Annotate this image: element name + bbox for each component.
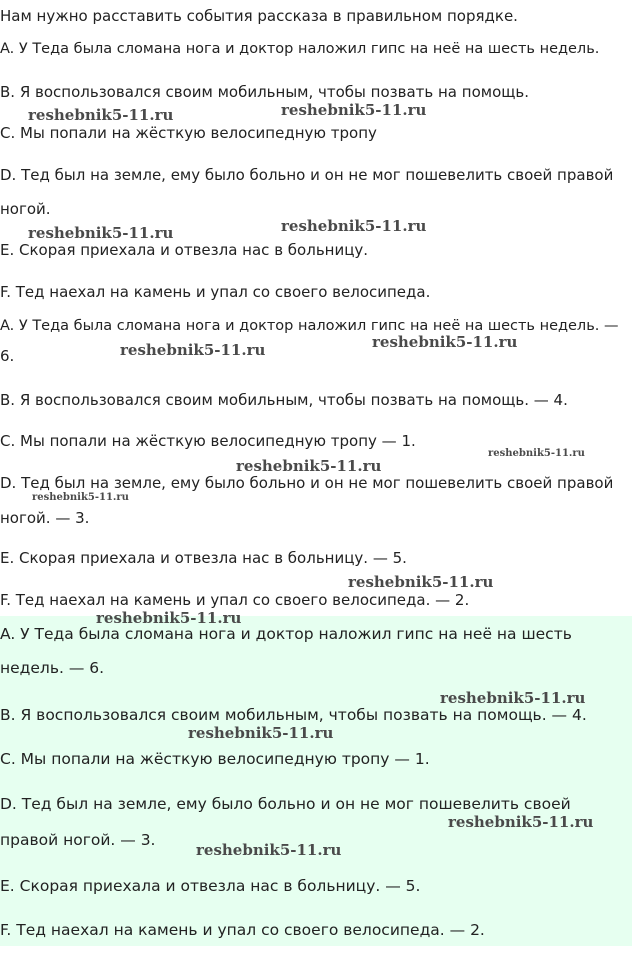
event-d-line-2: ногой.	[0, 200, 51, 218]
watermark: reshebnik5-11.ru	[372, 333, 518, 351]
answer-d-line-1: D. Тед был на земле, ему было больно и он не мог пошевелить своей правой	[0, 474, 614, 492]
event-e: E. Скорая приехала и отвезла нас в больницу.	[0, 241, 369, 259]
answer-c: C. Мы попали на жёсткую велосипедную тропу — 1.	[0, 432, 416, 450]
highlighted-answer-a-line-1: A. У Теда была сломана нога и доктор наложил гипс на неё на шесть	[0, 625, 572, 643]
event-c: C. Мы попали на жёсткую велосипедную тропу	[0, 124, 377, 142]
watermark: reshebnik5-11.ru	[236, 457, 382, 475]
event-b: B. Я воспользовался своим мобильным, чтобы позвать на помощь.	[0, 83, 529, 101]
highlighted-answer-f: F. Тед наехал на камень и упал со своего велосипеда. — 2.	[0, 921, 485, 939]
event-a: A. У Теда была сломана нога и доктор наложил гипс на неё на шесть недель.	[0, 41, 600, 57]
answer-b: B. Я воспользовался своим мобильным, чтобы позвать на помощь. — 4.	[0, 391, 568, 409]
answer-a-line-1: A. У Теда была сломана нога и доктор наложил гипс на неё на шесть недель. —	[0, 318, 619, 334]
highlighted-answer-e: E. Скорая приехала и отвезла нас в больницу. — 5.	[0, 877, 421, 895]
highlighted-answer-d-line-2: правой ногой. — 3.	[0, 831, 156, 849]
highlighted-answer-b: B. Я воспользовался своим мобильным, чтобы позвать на помощь. — 4.	[0, 706, 587, 724]
watermark: reshebnik5-11.ru	[120, 341, 266, 359]
watermark: reshebnik5-11.ru	[28, 224, 174, 242]
watermark: reshebnik5-11.ru	[281, 101, 427, 119]
watermark: reshebnik5-11.ru	[348, 573, 494, 591]
highlighted-answer-c: C. Мы попали на жёсткую велосипедную тропу — 1.	[0, 750, 430, 768]
event-f: F. Тед наехал на камень и упал со своего велосипеда.	[0, 283, 431, 301]
highlighted-answer-box	[0, 616, 632, 946]
watermark: reshebnik5-11.ru	[196, 841, 342, 859]
answer-d-line-2: ногой. — 3.	[0, 509, 90, 527]
watermark: reshebnik5-11.ru	[188, 724, 334, 742]
watermark: reshebnik5-11.ru	[448, 813, 594, 831]
answer-e: E. Скорая приехала и отвезла нас в больницу. — 5.	[0, 549, 407, 567]
watermark: reshebnik5-11.ru	[440, 689, 586, 707]
watermark: reshebnik5-11.ru	[32, 492, 129, 503]
watermark: reshebnik5-11.ru	[281, 217, 427, 235]
highlighted-answer-d-line-1: D. Тед был на земле, ему было больно и он не мог пошевелить своей	[0, 795, 571, 813]
event-d-line-1: D. Тед был на земле, ему было больно и он не мог пошевелить своей правой	[0, 166, 614, 184]
watermark: reshebnik5-11.ru	[96, 609, 242, 627]
answer-a-line-2: 6.	[0, 347, 15, 365]
answer-f: F. Тед наехал на камень и упал со своего велосипеда. — 2.	[0, 591, 470, 609]
task-heading: Нам нужно расставить события рассказа в правильном порядке.	[0, 7, 518, 25]
watermark: reshebnik5-11.ru	[488, 448, 585, 459]
highlighted-answer-a-line-2: недель. — 6.	[0, 659, 105, 677]
watermark: reshebnik5-11.ru	[28, 106, 174, 124]
